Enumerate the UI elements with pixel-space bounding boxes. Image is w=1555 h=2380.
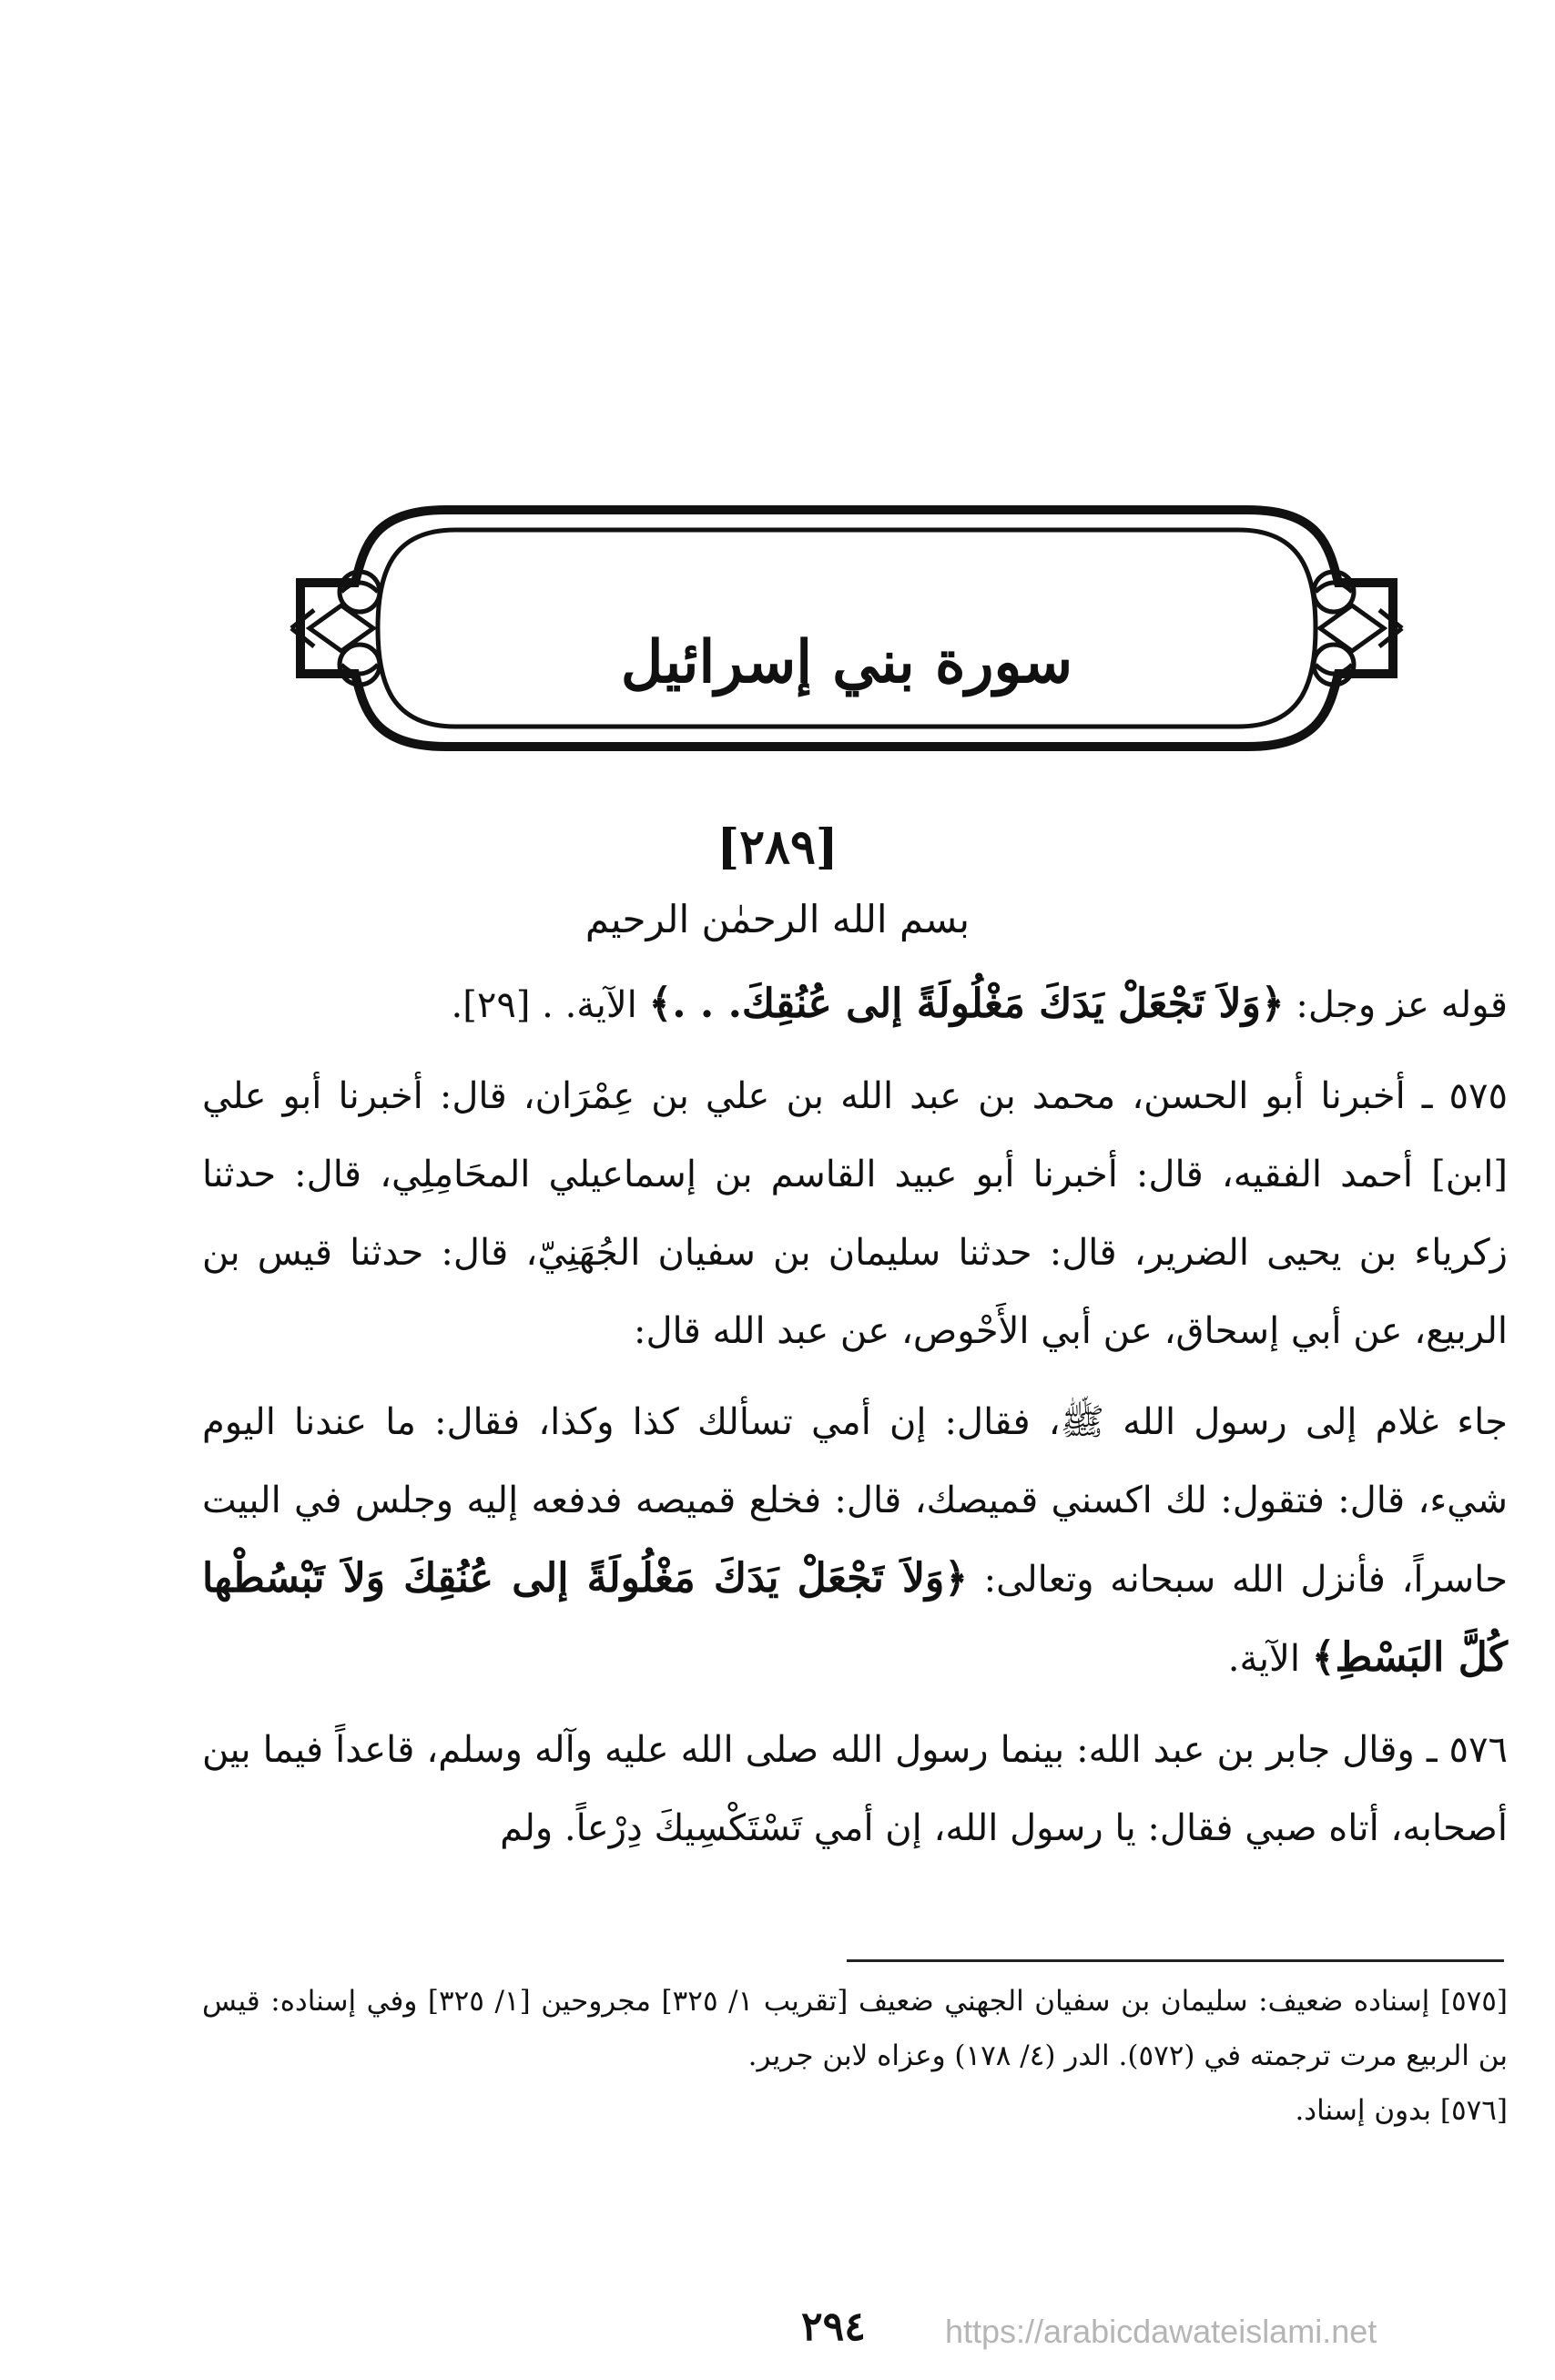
verse-reference: الآية. . [٢٩]. [451, 984, 637, 1026]
footnotes [202, 1974, 1508, 2138]
verse-quote: ﴿وَلاَ تَجْعَلْ يَدَكَ مَغْلُولَةً إلى عُنُقِكَ. . .﴾ [648, 981, 1285, 1027]
hadith-576-text: ٥٧٦ ـ وقال جابر بن عبد الله: بينما رسول الله صلى الله عليه وآله وسلم، قاعداً فيما بين أصحابه، أتاه صبي فقال: يا رسول الله، إن أمي تَسْتَكْسِيكَ دِرْعاً. ولم [202, 1729, 1508, 1849]
footnote-576: [٥٧٦] بدون إسناد. [1295, 2094, 1508, 2127]
surah-title-banner [273, 492, 1420, 765]
verse-intro: قوله عز وجل: [1296, 984, 1508, 1026]
footnote-575: [٥٧٥] إسناده ضعيف: سليمان بن سفيان الجهني ضعيف [تقريب ١/ ٣٢٥] مجروحين [١/ ٣٢٥] وفي إسناده: قيس بن الربيع مرت ترجمته في (٥٧٢). الدر (٤/ ١٧٨) وعزاه لابن جرير. [202, 1985, 1508, 2072]
hadith-575-text: جاء غلام إلى رسول الله ﷺ، فقال: إن أمي تسألك كذا وكذا، فقال: ما عندنا اليوم شيء، قال: فتقول: لك اكسني قميصك، قال: فخلع قميصه فدفعه إليه وجلس في البيت حاسراً، فأنزل الله سبحانه وتعالى: [202, 1401, 1508, 1601]
verse-line [202, 965, 1508, 1044]
hadith-575-ending: الآية. [1227, 1638, 1300, 1680]
hadith-575-matn [202, 1383, 1508, 1698]
main-text [202, 965, 1508, 1867]
surah-title: سورة بني إسرائيل [620, 628, 1073, 697]
page-number: ٢٩٤ [801, 2304, 866, 2350]
basmala: بسم الله الرحمٰن الرحيم [584, 897, 971, 941]
watermark-url: https://arabicdawateislami.net [945, 2313, 1377, 2350]
footnote-divider [847, 1959, 1504, 1962]
hadith-575-verse: ﴿وَلاَ تَجْعَلْ يَدَكَ مَغْلُولَةً إلى عُنُقِكَ وَلاَ تَبْسُطْها كُلَّ البَسْطِ﴾ [202, 1555, 1508, 1681]
hadith-575-isnad: ٥٧٥ ـ أخبرنا أبو الحسن، محمد بن عبد الله بن علي بن عِمْرَان، قال: أخبرنا أبو علي [ابن] أحمد الفقيه، قال: أخبرنا أبو عبيد القاسم بن إسماعيلي المحَامِلِي، قال: حدثنا زكرياء بن يحيى الضرير، قال: حدثنا سليمان بن سفيان الجُهَنِيّ، قال: حدثنا قيس بن الربيع، عن أبي إسحاق، عن أبي الأَحْوص، عن عبد الله قال: [202, 1075, 1508, 1352]
section-number: [٢٨٩] [717, 819, 838, 875]
